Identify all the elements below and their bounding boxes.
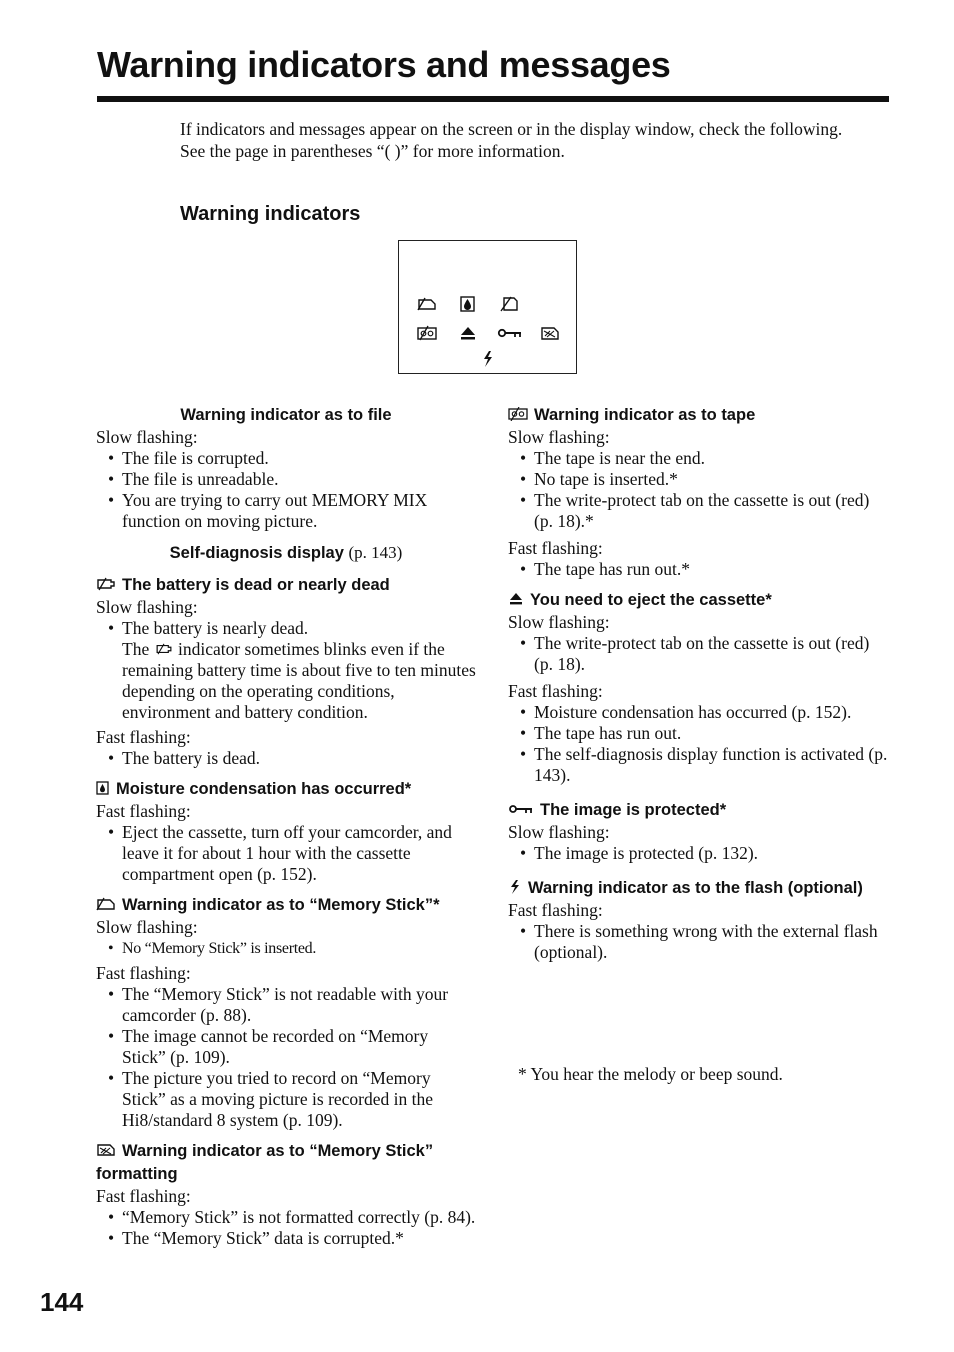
list-item: • The tape is near the end. [508,448,888,469]
eject-slow-list [508,633,888,675]
list-item: • No tape is inserted.* [508,469,888,490]
moisture-fast-list [96,822,476,885]
flash-icon [508,880,522,894]
tape-heading: Warning indicator as to tape [508,404,888,427]
file-warning-icon [499,296,519,312]
tape-fast-list [508,559,888,580]
left-column [96,404,476,1249]
list-item: • Moisture condensation has occurred (p. 152). [508,702,888,723]
indicator-display-box [398,240,577,374]
battery-fast-list [96,748,476,769]
fast-flashing-label: Fast flashing: [508,681,603,701]
list-item: • There is something wrong with the external flash (optional). [508,921,888,963]
list-item: • The write-protect tab on the cassette is out (red) (p. 18). [508,633,888,675]
memory-stick-fast-list [96,984,476,1131]
moisture-icon [96,781,110,795]
format-warning-icon [540,325,560,341]
file-warning-heading: Warning indicator as to file [180,406,392,424]
battery-slow-list [96,618,476,723]
list-item: • The tape has run out.* [508,559,888,580]
memory-stick-format-heading: Warning indicator as to “Memory Stick” formatting [96,1142,434,1183]
self-diagnosis-heading: Self-diagnosis display (p. 143) [169,543,403,562]
fast-flashing-label: Fast flashing: [96,727,191,747]
battery-icon [96,577,116,591]
fast-flashing-label: Fast flashing: [96,801,191,821]
eject-icon [508,592,524,606]
page-number: 144 [40,1287,84,1317]
slow-flashing-label: Slow flashing: [508,822,610,842]
slow-flashing-label: Slow flashing: [508,427,610,447]
fast-flashing-label: Fast flashing: [96,963,191,983]
tape-slow-list [508,448,888,532]
battery-heading: The battery is dead or nearly dead [96,574,476,597]
eject-icon [458,325,478,341]
tape-warning-icon [417,325,437,341]
slow-flashing-label: Slow flashing: [96,917,198,937]
footnote: * You hear the melody or beep sound. [518,1064,783,1084]
eject-heading: You need to eject the cassette* [508,589,888,612]
memory-stick-slow-list [96,938,476,959]
intro-line-1: If indicators and messages appear on the screen or in the display window, check the following. [180,119,843,139]
slow-flashing-label: Slow flashing: [96,427,198,447]
format-warning-icon [96,1143,116,1157]
protect-key-icon [508,802,534,816]
memory-stick-warning-icon [96,897,116,911]
list-item: • The battery is dead. [96,748,476,769]
slow-flashing-label: Slow flashing: [96,597,198,617]
tape-warning-icon [508,407,528,421]
right-column [508,404,888,963]
self-diagnosis-ref: (p. 143) [348,543,403,562]
list-item: • “Memory Stick” is not formatted correctly (p. 84). [96,1207,476,1228]
intro-text [180,118,880,162]
moisture-heading: Moisture condensation has occurred* [96,778,476,801]
list-item: • The image cannot be recorded on “Memory Stick” (p. 109). [96,1026,476,1068]
intro-line-2: See the page in parentheses “( )” for more information. [180,141,565,161]
list-item: • The picture you tried to record on “Memory Stick” as a moving picture is recorded in the Hi8/standard 8 system (p. 109). [96,1068,476,1131]
list-item: • The “Memory Stick” data is corrupted.* [96,1228,476,1249]
protect-key-icon [497,325,523,341]
list-item: • The image is protected (p. 132). [508,843,888,864]
memory-stick-heading: Warning indicator as to “Memory Stick”* [96,894,476,917]
title-rule [97,96,889,102]
page-title: Warning indicators and messages [97,44,671,85]
battery-icon [154,639,174,651]
list-item: • Eject the cassette, turn off your camcorder, and leave it for about 1 hour with the cassette compartment open (p. 152). [96,822,476,885]
list-item: • You are trying to carry out MEMORY MIX function on moving picture. [96,490,476,532]
file-slow-list [96,448,476,532]
list-item: • The file is unreadable. [96,469,476,490]
flash-fast-list [508,921,888,963]
flash-icon [478,351,498,367]
list-item: • The file is corrupted. [96,448,476,469]
memory-stick-format-fast-list [96,1207,476,1249]
slow-flashing-label: Slow flashing: [508,612,610,632]
list-item: • The “Memory Stick” is not readable with your camcorder (p. 88). [96,984,476,1026]
moisture-icon [458,296,478,312]
fast-flashing-label: Fast flashing: [508,900,603,920]
warning-indicators-heading: Warning indicators [180,203,361,225]
memory-stick-warning-icon [417,296,437,312]
protect-heading: The image is protected* [508,799,888,822]
protect-slow-list [508,843,888,864]
list-item: • The battery is nearly dead. The indicator sometimes blinks even if the remaining battery time is about five to ten minutes depending on the operating conditions, environment and battery condition. [96,618,476,723]
fast-flashing-label: Fast flashing: [96,1186,191,1206]
eject-fast-list [508,702,888,786]
list-item: • No “Memory Stick” is inserted. [96,938,476,959]
list-item: • The tape has run out. [508,723,888,744]
list-item: • The self-diagnosis display function is activated (p. 143). [508,744,888,786]
flash-heading: Warning indicator as to the flash (optional) [508,877,888,900]
list-item: • The write-protect tab on the cassette is out (red) (p. 18).* [508,490,888,532]
fast-flashing-label: Fast flashing: [508,538,603,558]
